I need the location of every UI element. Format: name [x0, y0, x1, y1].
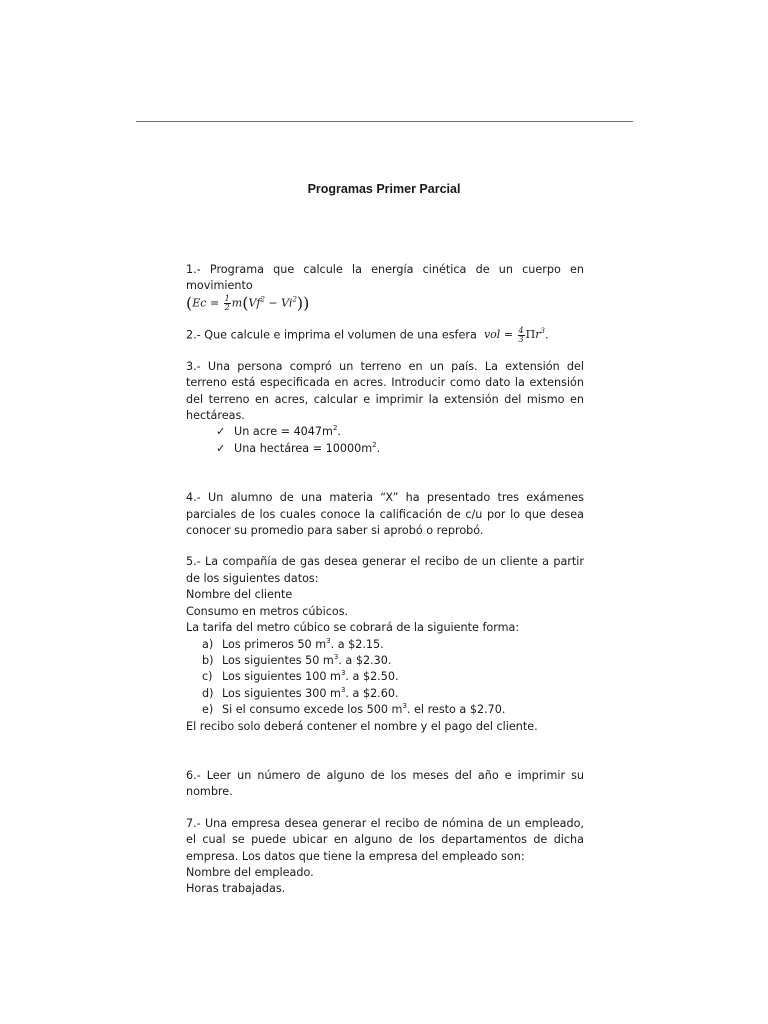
list-item: e) Si el consumo excede los 500 $m^3$. el resto a $2.70.: [202, 702, 506, 717]
document-body: [186, 262, 584, 898]
list-item: ✓ Un acre = $4047m^2$.: [216, 424, 584, 440]
problem-1: [186, 262, 584, 312]
page-title: Programas Primer Parcial: [307, 182, 461, 196]
problem-6-text: 6.- Leer un número de alguno de los meses del año e imprimir su nombre.: [186, 768, 584, 799]
checkmark-icon: ✓: [216, 425, 226, 439]
problem-5-line: Nombre del cliente: [186, 588, 293, 602]
list-item: d) Los siguientes 300 $m^3$. a $2.60.: [202, 685, 399, 700]
list-item: a) Los primeros 50 $m^3$. a $2.15.: [202, 636, 384, 651]
conversion-list: [216, 424, 584, 457]
problem-1-text: 1.- Programa que calcule la energía cinética de un cuerpo en movimiento: [186, 263, 584, 293]
problem-7-line: Horas trabajadas.: [186, 882, 286, 896]
problem-6: [186, 768, 584, 801]
problem-2: 2.- Que calcule e imprima el volumen de una esfera vol = $\frac{4}{3}$ $\Pi r^3$.: [186, 325, 549, 344]
problem-5-text: 5.- La compañía de gas desea generar el recibo de un cliente a partir de los siguientes datos:: [186, 555, 584, 585]
problem-3-text: 3.- Una persona compró un terreno en un país. La extensión del terreno está especificada en acres. Introducir como dato la extensión del terreno en acres, calcular e imprimir la extensión del mismo en hectáreas.: [186, 359, 584, 423]
rate-list: [202, 637, 584, 719]
problem-7: [186, 816, 584, 898]
list-item: ✓ Una hectárea = $10000m^2$.: [216, 441, 584, 457]
sphere-volume-formula: vol = $\frac{4}{3}$ $\Pi r^3$: [483, 325, 545, 344]
header-rule: [136, 121, 633, 122]
list-item: b) Los siguientes 50 $m^3$. a $2.30.: [202, 652, 392, 667]
problem-5-line: La tarifa del metro cúbico se cobrará de la siguiente forma:: [186, 621, 520, 635]
problem-4: [186, 490, 584, 539]
problem-3: [186, 359, 584, 457]
checkmark-icon: ✓: [216, 441, 226, 455]
problem-7-line: Nombre del empleado.: [186, 865, 314, 879]
problem-7-text: 7.- Una empresa desea generar el recibo de nómina de un empleado, el cual se puede ubicar en alguno de los departamentos de dicha empresa. Los datos que tiene la empresa del empleado son:: [186, 816, 584, 863]
problem-5-line: Consumo en metros cúbicos.: [186, 604, 349, 618]
problem-5: [186, 554, 584, 734]
list-item: c) Los siguientes 100 $m^3$. a $2.50.: [202, 669, 399, 684]
problem-2-text: 2.- Que calcule e imprima el volumen de una esfera: [186, 328, 477, 342]
problem-4-text: 4.- Un alumno de una materia “X” ha presentado tres exámenes parciales de los cuales conoce la calificación de c/u por lo que desea conocer su promedio para saber si aprobó o reprobó.: [186, 491, 584, 538]
kinetic-energy-formula: (Ec = $\frac{1}{2}$ $m(Vf^2 - Vi^2)$): [186, 293, 310, 313]
problem-5-closing: El recibo solo deberá contener el nombre y el pago del cliente.: [186, 719, 538, 733]
